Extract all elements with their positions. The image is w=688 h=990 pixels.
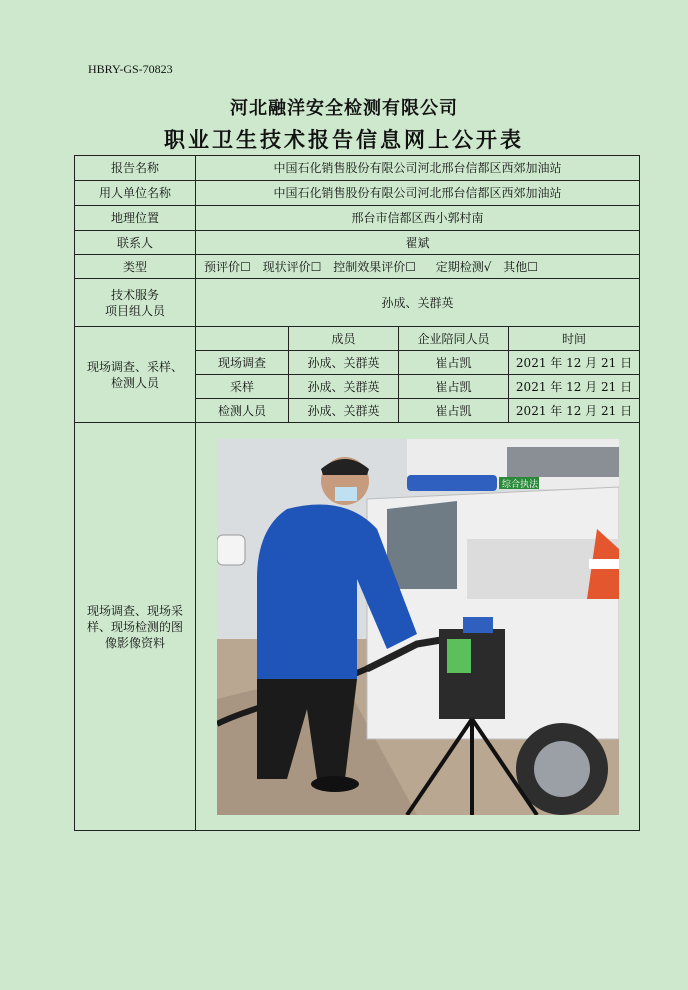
survey-task: 采样 <box>196 375 289 399</box>
survey-header-time: 时间 <box>509 327 640 351</box>
survey-date: 2021 年 12 月 21 日 <box>509 351 640 375</box>
survey-members: 孙成、关群英 <box>289 375 399 399</box>
employer-label: 用人单位名称 <box>75 181 196 206</box>
table-row <box>75 181 640 206</box>
table-row <box>75 255 640 279</box>
survey-label <box>75 327 196 423</box>
report-name-value: 中国石化销售股份有限公司河北邢台信都区西郊加油站 <box>196 156 640 181</box>
team-value: 孙成、关群英 <box>196 279 640 327</box>
survey-header-blank <box>196 327 289 351</box>
survey-escort: 崔占凯 <box>399 375 509 399</box>
survey-task: 检测人员 <box>196 399 289 423</box>
type-label: 类型 <box>75 255 196 279</box>
survey-header-members: 成员 <box>289 327 399 351</box>
photo-label-line3: 像影像资料 <box>104 635 165 650</box>
contact-label: 联系人 <box>75 231 196 255</box>
table-row <box>75 231 640 255</box>
survey-date: 2021 年 12 月 21 日 <box>509 399 640 423</box>
contact-value: 翟斌 <box>196 231 640 255</box>
survey-escort: 崔占凯 <box>399 399 509 423</box>
type-options <box>196 255 640 279</box>
photo-cell <box>196 423 640 831</box>
type-option-pre-evaluation: 预评价☐ <box>204 259 251 274</box>
document-code: HBRY-GS-70823 <box>88 62 173 76</box>
sign-text: 综合执法 <box>501 479 538 490</box>
location-label: 地理位置 <box>75 206 196 231</box>
team-label-line1: 技术服务 <box>110 287 159 302</box>
team-label <box>75 279 196 327</box>
photo-label-line2: 样、现场检测的图 <box>86 619 183 634</box>
table-row <box>75 206 640 231</box>
table-row <box>75 327 640 351</box>
table-row <box>75 279 640 327</box>
photo-label <box>75 423 196 831</box>
type-option-control-effect: 控制效果评价☐ <box>333 259 416 274</box>
table-row <box>75 423 640 831</box>
survey-escort: 崔占凯 <box>399 351 509 375</box>
company-name: 河北融洋安全检测有限公司 <box>230 98 458 119</box>
survey-label-line2: 检测人员 <box>110 375 159 390</box>
survey-label-line1: 现场调查、采样、 <box>86 359 183 374</box>
type-option-status-evaluation: 现状评价☐ <box>262 259 322 274</box>
type-option-other: 其他☐ <box>503 259 539 274</box>
report-name-label: 报告名称 <box>75 156 196 181</box>
survey-members: 孙成、关群英 <box>289 399 399 423</box>
disclosure-table <box>74 155 640 831</box>
survey-members: 孙成、关群英 <box>289 351 399 375</box>
survey-task: 现场调查 <box>196 351 289 375</box>
site-photo <box>217 439 619 815</box>
type-option-periodic-test: 定期检测√ <box>435 259 492 274</box>
photo-label-line1: 现场调查、现场采 <box>86 603 183 618</box>
location-value: 邢台市信都区西小郭村南 <box>196 206 640 231</box>
page-title: 职业卫生技术报告信息网上公开表 <box>164 127 524 152</box>
survey-header-escort: 企业陪同人员 <box>399 327 509 351</box>
team-label-line2: 项目组人员 <box>104 303 165 318</box>
employer-value: 中国石化销售股份有限公司河北邢台信都区西郊加油站 <box>196 181 640 206</box>
table-row <box>75 156 640 181</box>
survey-date: 2021 年 12 月 21 日 <box>509 375 640 399</box>
